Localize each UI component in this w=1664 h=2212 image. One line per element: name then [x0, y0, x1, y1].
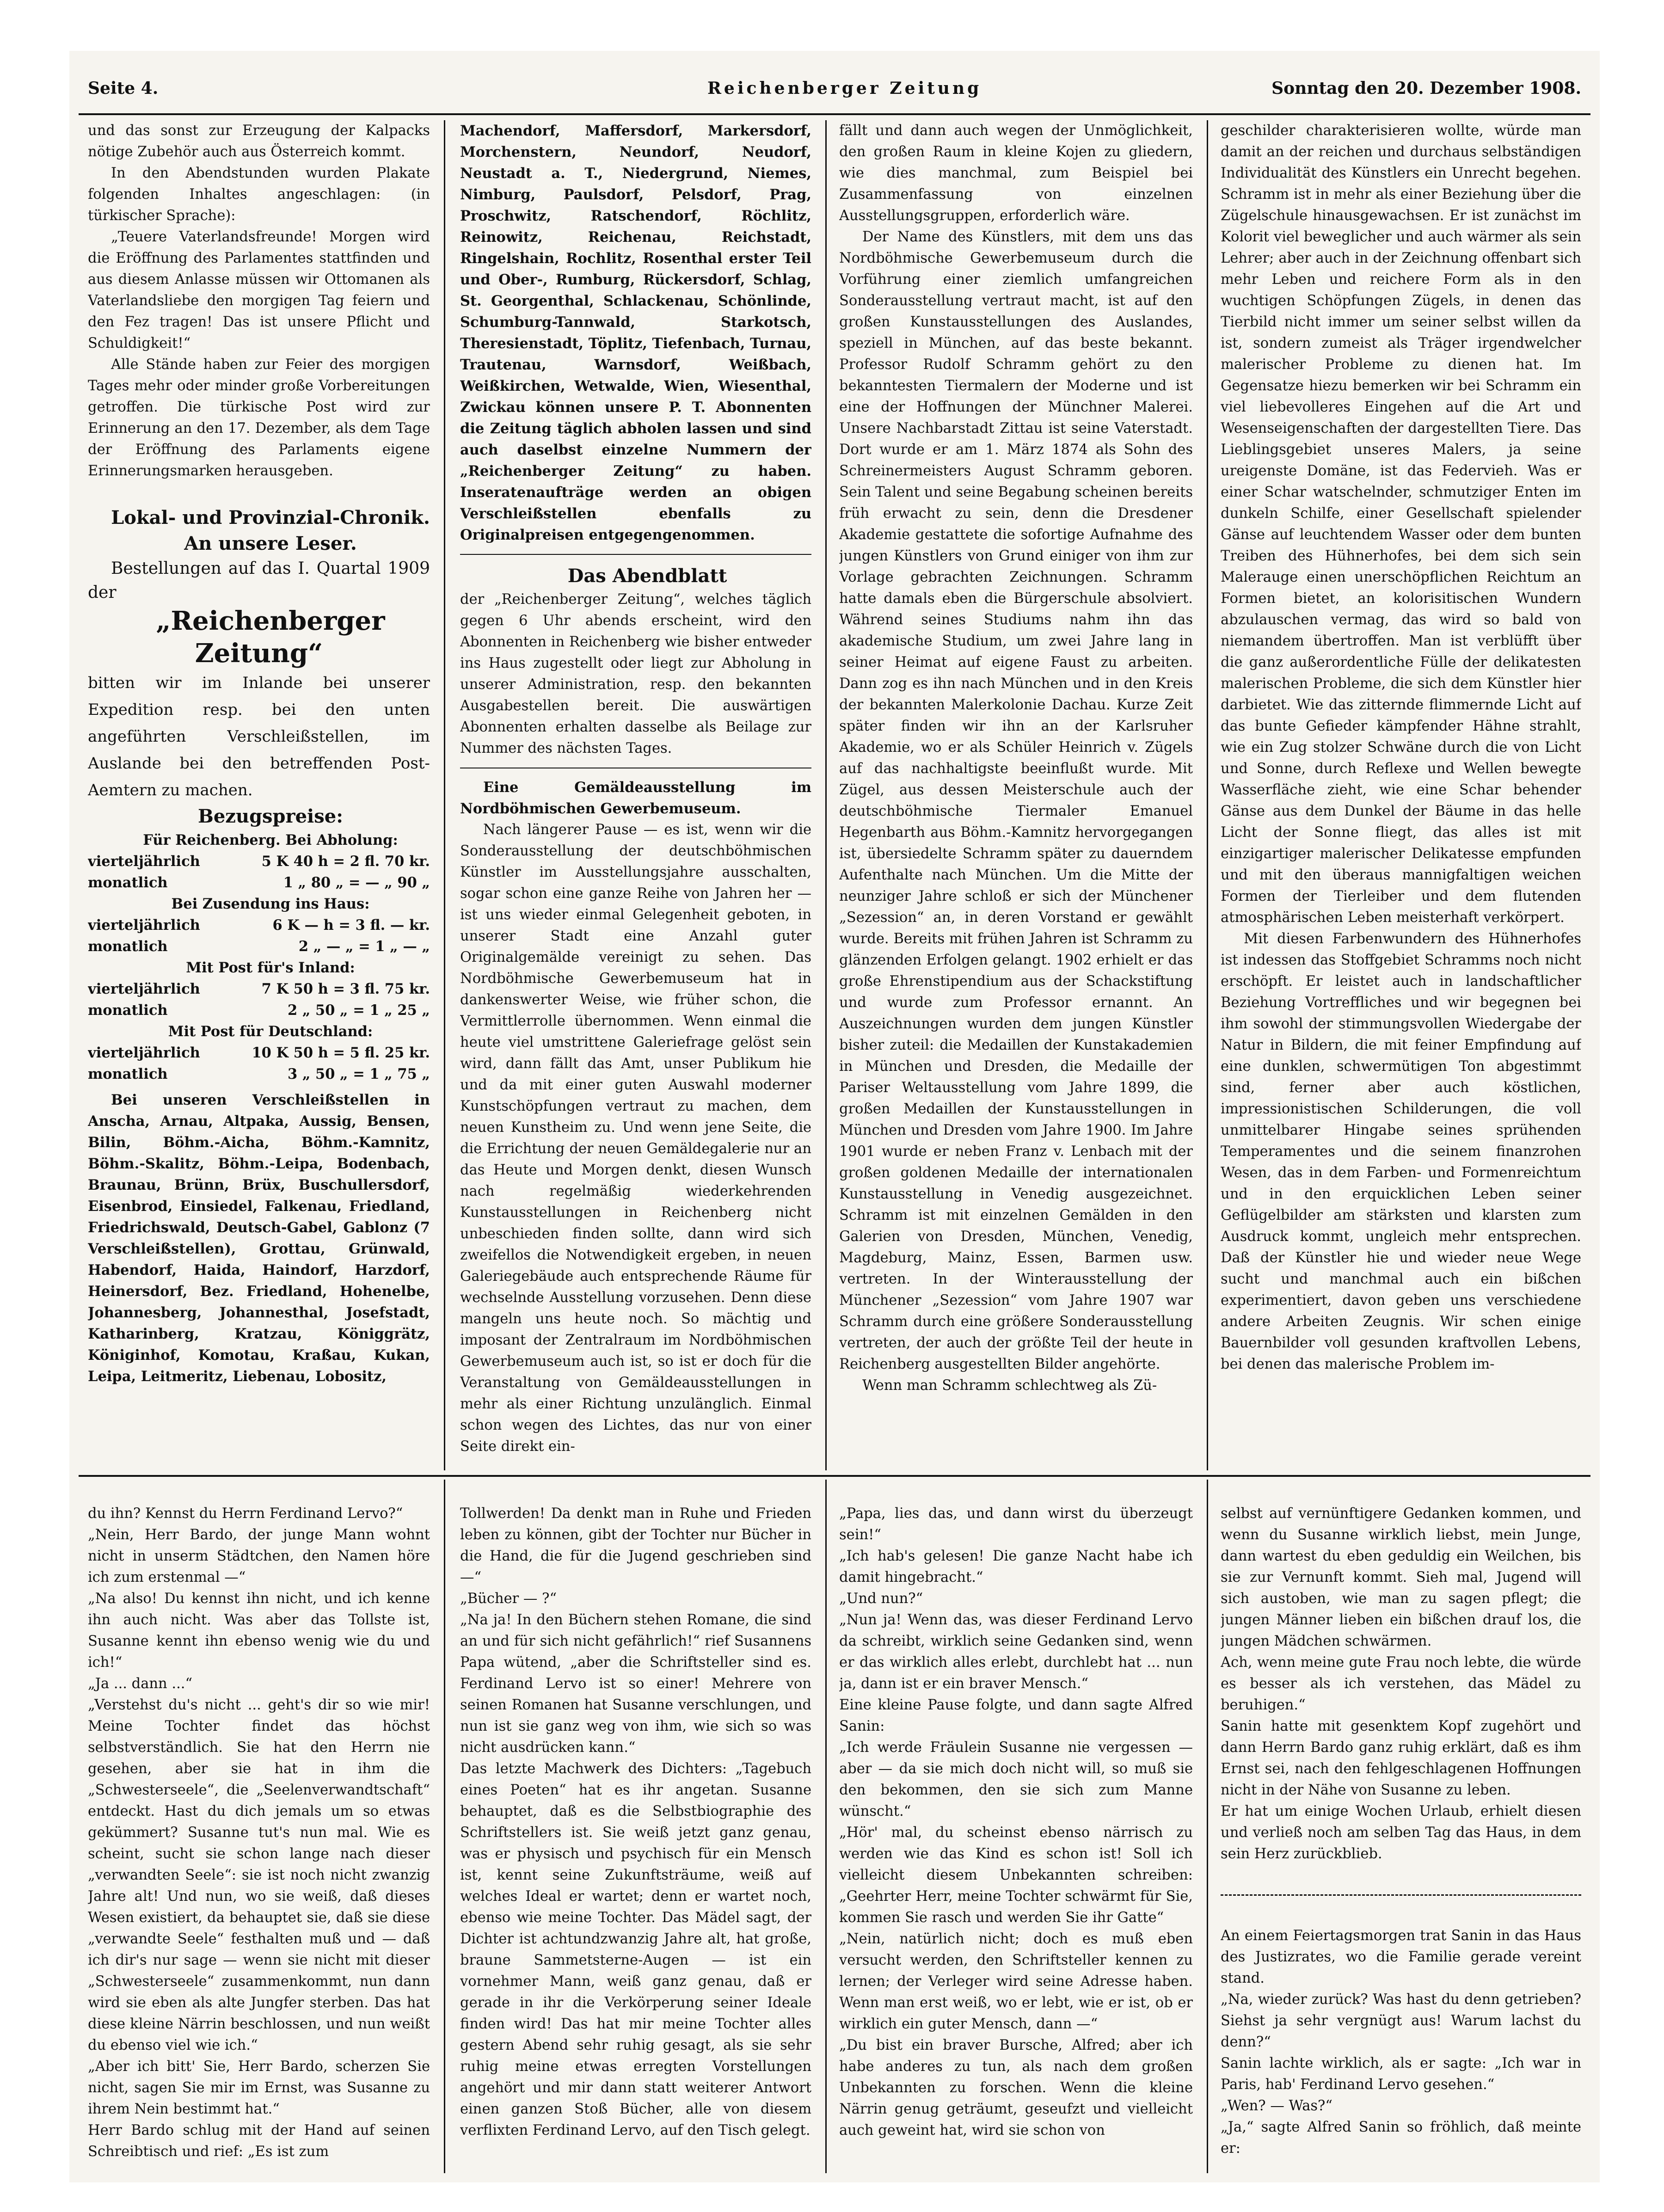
paragraph: fällt und dann auch wegen der Unmöglichkeit, den großen Raum in kleine Kojen zu gliedern, wie dies manchmal, zum Beispiel bei Zusammenfassung von einzelnen Ausstellungsgruppen, erforderlich wäre.	[839, 123, 1193, 224]
column-divider-2	[825, 120, 827, 1470]
column-2	[460, 120, 811, 1470]
story-column-4	[1221, 1482, 1581, 2171]
price-heading: Mit Post für's Inland:	[186, 959, 355, 976]
column-3	[839, 120, 1193, 1470]
price-row: monatlich 1 „ 80 „ = — „ 90 „	[88, 874, 430, 891]
paragraph: geschilder charakterisieren wollte, würde man damit an der reichen und durchaus selbständigen Individualität des Künstlers ein Unrecht begehen. Schramm ist in mehr als einer Beziehung über die Zügelschule hinausgewachsen. Er ist zunächst im Kolorit viel beweglicher und auch wärmer als sein Lehrer; aber auch in der Zeichnung offenbart sich mehr Leben und reichere Form als in den wuchtigen Schöpfungen Zügels, in denen das Tierbild nicht immer um seiner selbst willen da ist, sondern zumeist als Träger irgendwelcher malerischer Probleme zu dienen hat. Im Gegensatze hiezu bemerken wir bei Schramm ein viel liebevolleres Eingehen auf die Art und Wesenseigenschaften der dargestellten Tiere. Das Lieblingsgebiet unseres Malers, ja seine ureigenste Domäne, ist das Federvieh. Was er einer Schar watschelnder, schmutziger Enten im dunkeln Schilfe, einer Gesellschaft spielender Gänse auf leuchtendem Wasser oder dem bunten Treiben des Hühnerhofes, bei dem sich sein Malerauge einen unerschöpflichen Reichtum an Formen bietet, an kolorisitischen Wundern abzulauschen vermag, das wird so bald von niemandem übertroffen. Man ist verblüfft über die ganz außerordentliche Fülle der delikatesten malerischen Probleme, die sich dem Künstler hier darbietet. Wie das zitternde flimmernde Licht auf das bunte Gefieder kämpfender Hähne strahlt, wie ein Zug stolzer Schwäne durch die von Licht und Sonne, durch Reflexe und Wellen bewegte Wasserfläche zieht, wie eine Schar behender Gänse aus dem Dunkel der Bäume in das helle Licht der Sonne fliegt, das alles ist mit einzigartiger malerischer Delikatesse empfunden und mit den überaus mannigfaltigen weichen Formen der Tierleiber und dem flutenden atmosphärischen Leben meisterhaft verkörpert.	[1221, 123, 1581, 926]
story-divider-3	[1207, 1480, 1208, 2173]
notice-line: Bestellungen auf das I. Quartal 1909 der	[88, 559, 430, 602]
paragraph: Mit diesen Farbenwundern des Hühnerhofes ist indessen das Stoffgebiet Schramms noch nicht erschöpft. Er leistet auch in landschaftlicher Beziehung Vortreffliches und wir begegnen bei ihm sowohl der stimmungsvollen Wiedergabe der Natur in Bildern, die mit feiner Empfindung auf eine dunklen, schwermütigen Ton abgestimmt sind, ferner aber auch köstlichen, impressionistischen Schilderungen, die voll unmittelbarer Hingabe seines sprühenden Temperamentes und die seinem finanzrohen Wesen, das in dem Farben- und Formenreichtum und in den erquicklichen Leben seiner Geflügelbilder am stärksten und klarsten zum Ausdruck kommt, ungleich mehr entsprechen. Daß der Künstler hie und wieder neue Wege sucht und manchmal auch ein bißchen experimentiert, davon geben uns verschiedene andere Arbeiten Zeugnis. Wir schen einige Bauernbilder voll gesunden kraftvollen Lebens, bei denen das malerische Problem im-	[1221, 931, 1581, 1372]
paragraph: Wenn man Schramm schlechtweg als Zü-	[862, 1377, 1157, 1394]
notice-title: An unsere Leser.	[184, 533, 357, 554]
price-row: vierteljährlich 10 K 50 h = 5 fl. 25 kr.	[88, 1045, 430, 1061]
story-text: du ihn? Kennst du Herrn Ferdinand Lervo?“ „Nein, Herr Bardo, der junge Mann wohnt nicht in unserm Städtchen, den Namen höre ich zum erstenmal —“ „Na also! Du kennst ihn nicht, und ich kenne ihn auch nicht. Was aber das Tollste ist, Susanne kennt ihn ebenso wenig wie du und ich!“ „Ja ... dann ...“ „Verstehst du's nicht ... geht's dir so wie mir! Meine Tochter findet das höchst selbstverständlich. Sie hat den Herrn nie gesehen, aber sie hat in ihm die „Schwesterseele“, die „Seelenverwandtschaft“ entdeckt. Hast du dich jemals um so etwas gekümmert? Susanne tut's nun mal. Wie es scheint, sucht sie schon lange nach dieser „verwandten Seele“: sie ist noch nicht zwanzig Jahre alt! Und nun, wo sie weiß, daß dieses Wesen existiert, da behauptet sie, daß sie diese „verwandte Seele“ festhalten muß und — daß ich dir's nur sage — wenn sie nicht mit dieser „Schwesterseele“ zusammenkommt, nun dann wird sie eben als alte Jungfer sterben. Das hat diese kleine Närrin beschlossen, und nun weißt du ebenso viel wie ich.“ „Aber ich bitt' Sie, Herr Bardo, scherzen Sie nicht, sagen Sie mir im Ernst, was Susanne zu ihrem Nein bestimmt hat.“ Herr Bardo schlug mit der Hand auf seinen Schreibtisch und rief: „Es ist zum	[88, 1505, 430, 2160]
price-heading: Bei Zusendung ins Haus:	[171, 896, 370, 912]
column-4	[1221, 120, 1581, 1470]
story-divider-1	[444, 1480, 445, 2173]
agencies-list: Bei unseren Verschleißstellen in Anscha, Arnau, Altpaka, Aussig, Bensen, Bilin, Böhm.-Aicha, Böhm.-Kamnitz, Böhm.-Skalitz, Böhm.-Leipa, Bodenbach, Braunau, Brünn, Brüx, Buschullersdorf, Eisenbrod, Einsiedel, Falkenau, Friedland, Friedrichswald, Deutsch-Gabel, Gablonz (7 Verschleißstellen), Grottau, Grünwald, Habendorf, Haida, Haindorf, Harzdorf, Heinersdorf, Bez. Friedland, Hohenelbe, Johannesberg, Johannesthal, Josefstadt, Katharinberg, Kratzau, Königgrätz, Königinhof, Komotau, Kraßau, Kukan, Leipa, Leitmeritz, Liebenau, Lobositz,	[88, 1092, 430, 1385]
exhibition-text: Nach längerer Pause — es ist, wenn wir die Sonderausstellung der deutschböhmischen Künstler im Ausstellungsjahre ausschalten, sogar schon eine ganze Reihe von Jahren her — ist uns wieder einmal Gelegenheit geboten, in unserer Stadt eine Anzahl guter Originalgemälde vereinigt zu sehen. Das Nordböhmische Gewerbemuseum hat in dankenswerter Weise, wie früher schon, die Vermittlerrolle übernommen. Wenn einmal die heute viel umstrittene Galeriefrage gelöst sein wird, dann fällt das Amt, unser Publikum hie und da mit einer guten Auswahl moderner Kunstschöpfungen vertraut zu machen, dem neuen Kunstheim zu. Und wenn jene Seite, die die Errichtung der neuen Gemäldegalerie nur an das Heute und Morgen denkt, diesen Wunsch nach regelmäßig wiederkehrenden Kunstausstellungen in Reichenberg nicht unbeschieden finden sollte, dann wird sich zweifellos die Notwendigkeit ergeben, in neuen Galeriegebäude auch entsprechende Räume für wechselnde Ausstellung vorzusehen. Denn diese mangeln uns heute noch. So mächtig und imposant der Zentralraum im Nordböhmischen Gewerbemuseum auch ist, so ist er doch für die Veranstaltung von Gemäldeausstellungen in mehr als einer Richtung unzulänglich. Einmal schon wegen des Lichtes, das nur von einer Seite direkt ein-	[460, 822, 811, 1455]
paper-name: „Reichenberger Zeitung“	[156, 606, 385, 669]
section-title: Lokal- und Provinzial-Chronik.	[111, 507, 430, 528]
separator	[460, 554, 811, 555]
column-1	[88, 120, 430, 1470]
price-row: monatlich 3 „ 50 „ = 1 „ 75 „	[88, 1066, 430, 1082]
story-text: „Papa, lies das, und dann wirst du überzeugt sein!“ „Ich hab's gelesen! Die ganze Nacht habe ich damit hingebracht.“ „Und nun?“ „Nun ja! Wenn das, was dieser Ferdinand Lervo da schreibt, wirklich seine Gedanken sind, wenn er das wirklich alles erlebt, durchlebt hat ... nun ja, dann ist er ein braver Mensch.“ Eine kleine Pause folgte, und dann sagte Alfred Sanin: „Ich werde Fräulein Susanne nie vergessen — aber — da sie mich doch nicht will, so muß sie den bekommen, den sie sich zum Manne wünscht.“ „Hör' mal, du scheinst ebenso närrisch zu werden wie das Kind es schon ist! Soll ich vielleicht diesem Unbekannten schreiben: „Geehrter Herr, meine Tochter schwärmt für Sie, kommen Sie rasch und werden Sie ihr Gatte“ „Nein, natürlich nicht; doch es muß eben versucht werden, den Schriftsteller kennen zu lernen; der Verleger wird seine Adresse haben. Wenn man erst weiß, wo er lebt, wie er ist, ob er wirklich ein guter Mensch, dann —“ „Du bist ein braver Bursche, Alfred; aber ich habe anderes zu tun, als nach dem großen Unbekannten zu forschen. Wenn die kleine Närrin genug geträumt, geseufzt und vielleicht auch geweint hat, wird sie schon von	[839, 1505, 1193, 2138]
prices-title: Bezugspreise:	[198, 805, 343, 827]
paragraph: Alle Stände haben zur Feier des morgigen Tages mehr oder minder große Vorbereitungen getroffen. Die türkische Post wird zur Erinnerung an den 17. Dezember, als dem Tage der Eröffnung des Parlaments eigene Erinnerungsmarken herausgeben.	[88, 356, 430, 479]
column-divider-3	[1207, 120, 1208, 1470]
scene-break	[1221, 1894, 1581, 1896]
price-heading: Mit Post für Deutschland:	[168, 1023, 373, 1040]
exhibition-title: Eine Gemäldeausstellung im Nordböhmischen Gewerbemuseum.	[460, 779, 811, 817]
header-rule	[79, 113, 1590, 115]
page-number: Seite 4.	[88, 79, 159, 98]
story-column-3	[839, 1482, 1193, 2171]
issue-date: Sonntag den 20. Dezember 1908.	[1271, 79, 1581, 98]
price-row: monatlich 2 „ 50 „ = 1 „ 25 „	[88, 1002, 430, 1019]
price-row: vierteljährlich 6 K — h = 3 fl. — kr.	[88, 917, 430, 934]
paragraph: In den Abendstunden wurden Plakate folgenden Inhaltes angeschlagen: (in türkischer Sprache):	[88, 165, 430, 224]
price-row: vierteljährlich 7 K 50 h = 3 fl. 75 kr.	[88, 981, 430, 997]
story-column-1	[88, 1482, 430, 2171]
story-text: selbst auf vernünftigere Gedanken kommen, und wenn du Susanne wirklich liebst, mein Junge, dann wartest du eben geduldig ein Weilchen, bis sie zur Vernunft kommt. Sieh mal, Jugend will sich austoben, wie man zu sagen pflegt; die jungen Männer lieben ein bißchen drauf los, die jungen Mädchen schwärmen. Ach, wenn meine gute Frau noch lebte, die würde es besser als ich verstehen, das Mädel zu beruhigen.“ Sanin hatte mit gesenktem Kopf zugehört und dann Herrn Bardo ganz ruhig erklärt, daß es ihm Ernst sei, nach den fehlgeschlagenen Hoffnungen nicht in der Nähe von Susanne zu leben. Er hat um einige Wochen Urlaub, erhielt diesen und verließ noch am selben Tag das Haus, in dem sein Herz zurückblieb.	[1221, 1505, 1581, 1862]
paragraph: „Teuere Vaterlandsfreunde! Morgen wird die Eröffnung des Parlamentes stattfinden und aus diesem Anlasse müssen wir Ottomanen als Vaterlandsliebe den morgigen Tag feiern und den Fez tragen! Das ist unsere Pflicht und Schuldigkeit!“	[88, 229, 430, 351]
story-text: Tollwerden! Da denkt man in Ruhe und Frieden leben zu können, gibt der Tochter nur Bücher in die Hand, die für die Jugend geschrieben sind —“ „Bücher — ?“ „Na ja! In den Büchern stehen Romane, die sind an und für sich nicht gefährlich!“ rief Susannens Papa wütend, „aber die Schriftsteller sind es. Ferdinand Lervo ist so einer! Mehrere von seinen Romanen hat Susanne verschlungen, und nun ist sie ganz weg von ihm, wie sich so was nicht ausdrücken kann.“ Das letzte Machwerk des Dichters: „Tagebuch eines Poeten“ hat es ihr angetan. Susanne behauptet, daß es die Selbstbiographie des Schriftstellers ist. Sie weiß jetzt ganz genau, was er physisch und psychisch für ein Mensch ist, kennt seine Zukunftsträume, weiß auf welches Ideal er wartet; denn er wartet noch, ebenso wie meine Tochter. Das Mädel sagt, der Dichter ist achtundzwanzig Jahre alt, hat große, braune Sammetsterne-Augen — ist ein vornehmer Mann, weiß ganz genau, daß er gerade in ihr die Verkörperung seiner Ideale finden wird! Das hat mir meine Tochter alles gestern Abend sehr ruhig gesagt, als sie sehr ruhig meine etwas erregten Vorstellungen angehört und mir dann statt weiterer Antwort einen ganzen Stoß Bücher, alle von diesem verflixten Ferdinand Lervo, auf den Tisch gelegt.	[460, 1505, 811, 2138]
price-row: monatlich 2 „ — „ = 1 „ — „	[88, 938, 430, 955]
abendblatt-text: der „Reichenberger Zeitung“, welches täglich gegen 6 Uhr abends erscheint, wird den Abonnenten in Reichenberg wie bisher entweder ins Haus zugestellt oder liegt zur Abholung in unserer Administration, resp. den bekannten Ausgabestellen bereit. Die auswärtigen Abonnenten erhalten dasselbe als Beilage zur Nummer des nächsten Tages.	[460, 591, 811, 756]
paragraph: und das sonst zur Erzeugung der Kalpacks nötige Zubehör auch aus Österreich kommt.	[88, 123, 430, 160]
story-column-2	[460, 1482, 811, 2171]
price-heading: Für Reichenberg. Bei Abholung:	[143, 832, 398, 848]
newspaper-page	[69, 51, 1600, 2182]
newspaper-title: Reichenberger Zeitung	[707, 79, 982, 98]
page-header	[69, 74, 1600, 106]
notice-text: bitten wir im Inlande bei unserer Expedition resp. bei den unten angeführten Verschleißstellen, im Auslande bei den betreffenden Post-Aemtern zu machen.	[88, 674, 430, 799]
column-divider-1	[444, 120, 445, 1470]
story-divider-2	[825, 1480, 827, 2173]
feuilleton-divider	[79, 1475, 1590, 1477]
story-text: An einem Feiertagsmorgen trat Sanin in das Haus des Justizrates, wo die Familie gerade vereint stand. „Na, wieder zurück? Was hast du denn getrieben? Siehst ja sehr vergnügt aus! Warum lachst du denn?“ Sanin lachte wirklich, als er sagte: „Ich war in Paris, hab' Ferdinand Lervo gesehen.“ „Wen? — Was?“ „Ja,“ sagte Alfred Sanin so fröhlich, daß meinte er:	[1221, 1928, 1581, 2157]
price-row: vierteljährlich 5 K 40 h = 2 fl. 70 kr.	[88, 853, 430, 870]
abendblatt-title: Das Abendblatt	[567, 565, 727, 587]
paragraph: Der Name des Künstlers, mit dem uns das Nordböhmische Gewerbemuseum durch die Vorführung einer ziemlich umfangreichen Sonderausstellung vertraut macht, ist auf den großen Kunstausstellungen des Auslandes, speziell in München, auf das beste bekannt. Professor Rudolf Schramm gehört zu den bekanntesten Tiermalern der Moderne und ist eine der Hoffnungen der Münchner Malerei. Unsere Nachbarstadt Zittau ist seine Vaterstadt. Dort wurde er am 1. März 1874 als Sohn des Schreinermeisters August Schramm geboren. Sein Talent und seine Begabung scheinen bereits früh erwacht zu sein, denn die Dresdener Akademie gestattete die sofortige Aufnahme des jungen Künstlers von Grund einiger von ihm zur Vorlage gebrachten Zeichnungen. Schramm hatte damals eben die Bürgerschule absolviert. Während seines Studiums nahm ihn das akademische Studium, um zwei Jahre lang in seiner Heimat auf eigene Faust zu arbeiten. Dann zog es ihn nach München und in den Kreis der bekannten Malerkolonie Dachau. Kurze Zeit später finden wir ihn an der Karlsruher Akademie, wo er als Schüler Heinrich v. Zügels auf das nachhaltigste beeinflußt wurde. Mit Zügel, aus dessen Meisterschule auch der deutschböhmische Tiermaler Emanuel Hegenbarth aus Böhm.-Kamnitz hervorgegangen ist, übersiedelte Schramm später zu dauerndem Aufenthalte nach München. Um die Mitte der neunziger Jahre schloß er sich der Münchener „Sezession“ an, in deren Vorstand er gewählt wurde. Bereits mit frühen Jahren ist Schramm zu glänzenden Erfolgen gelangt. 1902 erhielt er das große Ehrenstipendium aus der Schackstiftung und wurde zum Professor ernannt. An Auszeichnungen wurden dem jungen Künstler bisher zuteil: die Medaillen der Kunstakademien in München und Dresden, die Medaille der Pariser Weltausstellung vom Jahre 1899, die großen Medaillen der Kunstausstellungen in München und Dresden vom Jahre 1900. Im Jahre 1901 wurde er neben Franz v. Lenbach mit der großen goldenen Medaille der internationalen Kunstausstellung in Venedig ausgezeichnet. Schramm ist mit einzelnen Gemälden in den Galerien von Dresden, München, Venedig, Magdeburg, Mainz, Essen, Barmen usw. vertreten. In der Winterausstellung der Münchener „Sezession“ vom Jahre 1907 war Schramm durch eine größere Sonderausstellung vertreten, der auch der größte Teil der heute in Reichenberg ausgestellten Bilder angehörte.	[839, 229, 1193, 1372]
agencies-list-continued: Machendorf, Maffersdorf, Markersdorf, Morchenstern, Neundorf, Neudorf, Neustadt a. T., Niedergrund, Niemes, Nimburg, Paulsdorf, Pelsdorf, Prag, Proschwitz, Ratschendorf, Röchlitz, Reinowitz, Reichenau, Reichstadt, Ringelshain, Rochlitz, Rosenthal erster Teil und Ober-, Rumburg, Rückersdorf, Schlag, St. Georgenthal, Schlackenau, Schönlinde, Schumburg-Tannwald, Starkotsch, Theresienstadt, Töplitz, Tiefenbach, Turnau, Trautenau, Warnsdorf, Weißbach, Weißkirchen, Wetwalde, Wien, Wiesenthal, Zwickau können unsere P. T. Abonnenten die Zeitung täglich abholen lassen und sind auch daselbst einzelne Nummern der „Reichenberger Zeitung“ zu haben. Inseratenaufträge werden an obigen Verschleißstellen ebenfalls zu Originalpreisen entgegengenommen.	[460, 123, 811, 543]
